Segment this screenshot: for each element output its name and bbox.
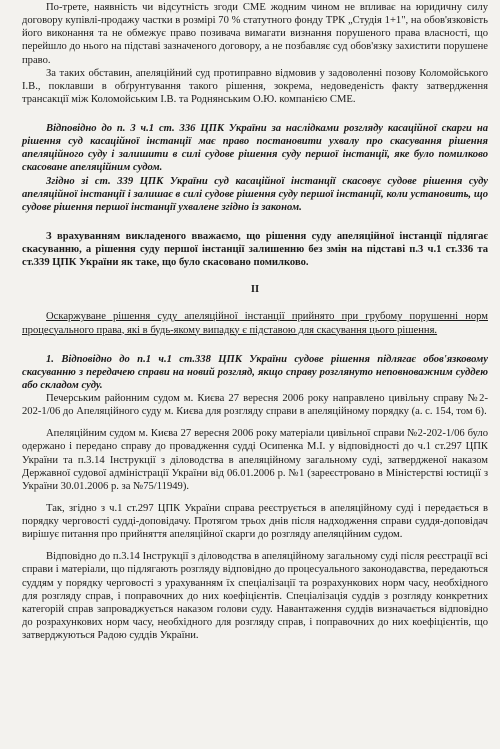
paragraph-article-336: Відповідно до п. 3 ч.1 ст. 336 ЦПК України за наслідками розгляду касаційної скарги на рішення суд касаційної інстанції має право постановити ухвалу про скасування рішення апеляційного суду і залишити в силі судове рішення суду першої інстанції, яке було помилково скасоване апеляційним судом. bbox=[22, 123, 488, 174]
paragraph-consent: По-трете, наявність чи відсутність згоди СМЕ жодним чином не впливає на юридичну силу договору купівлі-продажу частки в розмірі 70 % статутного фонду ТРК „Студія 1+1", на обов'язковість його виконання та не обмежує право позивача вимагати визнання порушеного права власності, що перейшло до нього на підставі зазначеного договору, а не позбавляє суд обов'язку захистити порушене право. bbox=[22, 2, 488, 66]
paragraph-article-338: 1. Відповідно до п.1 ч.1 ст.338 ЦПК України судове рішення підлягає обов'язковому скасуванню з передачею справи на новий розгляд, якщо справу розглянуто неповноважним суддею або складом суду. bbox=[22, 353, 488, 391]
paragraph-appeal-court-received: Апеляційним судом м. Києва 27 вересня 2006 року матеріали цивільної справи №2-202-1/06 було одержано і передано справу до провадження судді Осипенка М.І. у відповідності до ч.1 ст.297 ЦПК України та п.3.14 Інструкції з діловодства в апеляційному загальному суді, затвердженої наказом Державної судової адміністрації України від 06.01.2006 р. №1 (зареєстровано в Міністерстві юстиції з України 30.01.2006 р. за №75/11949). bbox=[22, 428, 488, 492]
paragraph-circumstances: За таких обставин, апеляційний суд протиправно відмовив у задоволенні позову Коломойського І.В., поклавши в обґрунтування такого рішення, зокрема, недоведеність факту затвердження трансакції між Коломойським І.В. та Роднянським О.Ю. компанією СМЕ. bbox=[22, 67, 488, 105]
paragraph-procedural-violation: Оскаржуване рішення суду апеляційної інстанції прийнято при грубому порушенні норм процесуального права, які в будь-якому випадку є підставою для скасування цього рішення. bbox=[22, 311, 488, 336]
paragraph-conclusion: З врахуванням викладеного вважаємо, що рішення суду апеляційної інстанції підлягає скасуванню, а рішення суду першої інстанції залишенню без змін на підставі п.3 ч.1 ст.336 та ст.339 ЦПК України як таке, що було скасовано помилково. bbox=[22, 230, 488, 269]
paragraph-article-339: Згідно зі ст. 339 ЦПК України суд касаційної інстанції скасовує судове рішення суду апеляційної інстанції і залишає в силі судове рішення суду першої інстанції, коли установить, що судове рішення першої інстанції ухвалене згідно із законом. bbox=[22, 175, 488, 213]
paragraph-pechersk-court: Печерським районним судом м. Києва 27 вересня 2006 року направлено цивільну справу №2-202-1/06 до Апеляційного суду м. Києва для розгляду справи в апеляційному порядку (а. с. 154, том 6). bbox=[22, 393, 488, 418]
paragraph-instruction-3-14: Відповідно до п.3.14 Інструкції з діловодства в апеляційному загальному суді після реєстрації всі справи і матеріали, що підлягають розгляду відповідно до процесуального законодавства, передаються суддям у порядку черговості з урахуванням їх спеціалізації та розрахункових норм часу, необхідного для розгляду справ, і поправочних до них коефіцієнтів. Спеціалізація суддів з розгляду конкретних категорій справ запроваджується наказом голови суду. Навантаження суддів визначається відповідно до розрахункових норм часу, необхідного для розгляду справ, і поправочних до них коефіцієнтів, що затверджуються Радою суддів України. bbox=[22, 551, 488, 641]
paragraph-article-297: Так, згідно з ч.1 ст.297 ЦПК України справа реєструється в апеляційному суді і передається в порядку черговості судді-доповідачу. Протягом трьох днів після надходження справи суддя-доповідач вирішує питання про прийняття апеляційної скарги до розгляду апеляційним судом. bbox=[22, 502, 488, 541]
section-number: II bbox=[250, 284, 260, 296]
